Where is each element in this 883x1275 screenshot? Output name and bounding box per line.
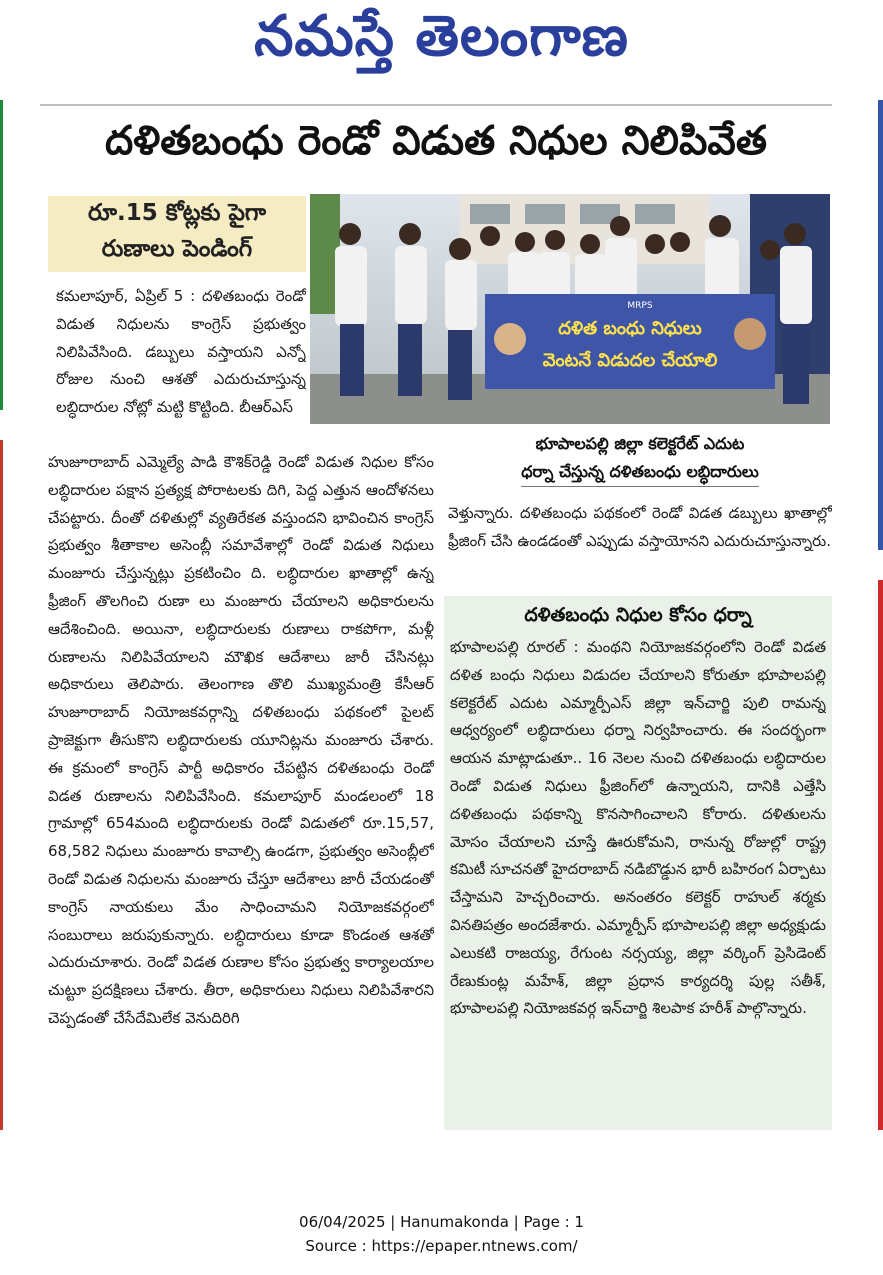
right-edge-strip-top [878, 100, 883, 550]
protest-photo [310, 194, 830, 424]
protest-photo-illustration [310, 194, 830, 424]
article-col2-text: వెళ్తున్నారు. దళితబంధు పథకంలో రెండో విడత డబ్బులు ఖాతాల్లో ఫ్రీజింగ్ చేసి ఉండడంతో ఎప్పుడు వస్తాయోనని ఎదురుచూస్తున్నారు. [448, 504, 832, 550]
banner-text-1: దళిత బంధు నిధులు [558, 318, 702, 339]
banner-tag: MRPS [627, 301, 653, 311]
footer-date-line: 06/04/2025 | Hanumakonda | Page : 1 [299, 1213, 584, 1231]
caption-line-2: ధర్నా చేస్తున్న దళితబంధు లబ్ధిదారులు [521, 458, 758, 487]
right-edge-strip-bottom [878, 580, 883, 1130]
subhead-line-2: రుణాలు పెండింగ్ [101, 236, 253, 262]
masthead-title: నమస్తే తెలంగాణ [254, 4, 629, 69]
sidebar-title: దళితబంధు నిధుల కోసం ధర్నా [524, 604, 752, 626]
left-edge-strip-bottom [0, 440, 3, 1130]
sidebar-news-box [444, 596, 832, 1130]
subhead-line-1: రూ.15 కోట్లకు పైగా [87, 200, 267, 226]
subhead-box [48, 196, 306, 272]
headline: దళితబంధు రెండో విడుత నిధుల నిలిపివేత [105, 118, 767, 164]
caption-line-1: భూపాలపల్లి జిల్లా కలెక్టరేట్ ఎదుట [535, 434, 745, 453]
footer-source-line: Source : https://epaper.ntnews.com/ [305, 1237, 578, 1255]
banner-text-2: వెంటనే విడుదల చేయాలి [542, 350, 718, 371]
photo-caption [460, 430, 820, 487]
sidebar-text: భూపాలపల్లి రూరల్ : మంథని నియోజకవర్గంలోని రెండో విడత దళిత బంధు నిధులు విడుదల చేయాలని కోరుతూ భూపాలపల్లి కలెక్టరేట్ ఎదుట ఎమ్మార్పీఎస్ జిల్లా ఇన్‌చార్జి పులి రామన్న ఆధ్వర్యంలో లబ్ధిదారులు ధర్నా నిర్వహించారు. ఈ సందర్భంగా ఆయన మాట్లాడుతూ.. 16 నెలల నుంచి దళితబంధు లబ్ధిదారుల రెండో విడుత నిధులు ఫ్రీజింగ్‌లో ఉన్నాయని, దానికి ఎత్తేసి దళితబంధు పథకాన్ని కొనసాగించాలని కోరారు. దళితులను మోసం చేయాలని చూస్తే ఊరుకోమని, రానున్న రోజుల్లో రాష్ట్ర కమిటీ సూచనతో హైదరాబాద్ నడిబొడ్డున భారీ బహిరంగ ఏర్పాటు చేస్తామని హెచ్చరించారు. అనంతరం కలెక్టర్ రాహుల్ శర్మకు వినతిపత్రం అందజేశారు. ఎమ్మార్పీస్ భూపాలపల్లి జిల్లా అధ్యక్షుడు ఎలుకటి రాజయ్య, రేగుంట నర్సయ్య, జిల్లా వర్కింగ్ ప్రెసిడెంట్ రేణుకుంట్ల మహేశ్, జిల్లా ప్రధాన కార్యదర్శి పుల్ల సతీశ్, భూపాలపల్లి నియోజకవర్గ ఇన్‌చార్జి శిలపాక హరీశ్ పాల్గొన్నారు. [450, 638, 826, 1018]
masthead [0, 0, 883, 80]
article-main-text: హుజూరాబాద్ ఎమ్మెల్యే పాడి కౌశిక్‌రెడ్డి రెండో విడుత నిధుల కోసం లబ్ధిదారుల పక్షాన ప్రత్యక్ష పోరాటలకు దిగి, పెద్ద ఎత్తున ఆందోళనలు చేపట్టారు. దీంతో దళితుల్లో వ్యతిరేకత వస్తుందని భావించిన కాంగ్రెస్ ప్రభుత్వం శీతాకాల అసెంబ్లీ సమావేశాల్లో రెండో విడుత నిధులు మంజూరు చేస్తున్నట్లు ప్రకటించిం ది. లబ్ధిదారుల ఖాతాల్లో ఉన్న ఫ్రీజింగ్ తొలగించి రుణా లు మంజూరు చేయాలని అధికారులను ఆదేశించింది. అయినా, లబ్ధిదారులకు రుణాలు రాకపోగా, మళ్లీ రుణాలను నిలిపివేయాలని మౌఖిక ఆదేశాలు జారీ చేసినట్లు అధికారులు తెలిపారు. తెలంగాణ తొలి ముఖ్యమంత్రి కేసీఆర్ హుజూరాబాద్ నియోజకవర్గాన్ని దళితబంధు పథకంలో పైలట్ ప్రాజెక్టుగా తీసుకొని లబ్ధిదారులకు యూనిట్లను మంజూరు చేశారు. ఈ క్రమంలో కాంగ్రెస్ పార్టీ అధికారం చేపట్టిన దళితబంధు రెండో విడత రుణాలను నిలిపివేసింది. కమలాపూర్ మండలంలో 18 గ్రామాల్లో 654మంది లబ్ధిదారులకు రెండో విడుతలో రూ.15,57, 68,582 నిధులు మంజూరు కావాల్సి ఉండగా, ప్రభుత్వం అసెంబ్లీలో రెండో విడుత నిధులను మంజూరు చేస్తూ ఆదేశాలు జారీ చేయడంతో కాంగ్రెస్ నాయకులు మేం సాధించామని నియోజకవర్గంలో సంబురాలు జరుపుకున్నారు. లబ్ధిదారులు కూడా కొండంత ఆశతో ఎదురుచూశారు. రెండో విడత రుణాల కోసం ప్రభుత్వ కార్యాలయాల చుట్టూ ప్రదక్షిణలు చేశారు. తీరా, అధికారులు నిధులు నిలిపివేశారని చెప్పడంతో చేసేదేమిలేక వెనుదిరిగి [48, 453, 434, 1027]
header-rule [40, 104, 832, 106]
left-edge-strip-top [0, 100, 3, 410]
article-col1-text: కమలాపూర్, ఏప్రిల్ 5 : దళితబంధు రెండో విడుత నిధులను కాంగ్రెస్ ప్రభుత్వం నిలిపివేసింది. డబ్బులు వస్తాయని ఎన్నో రోజుల నుంచి ఆశతో ఎదురుచూస్తున్న లబ్ధిదారుల నోట్లో మట్టి కొట్టింది. బీఆర్‌ఎస్ [56, 287, 306, 417]
